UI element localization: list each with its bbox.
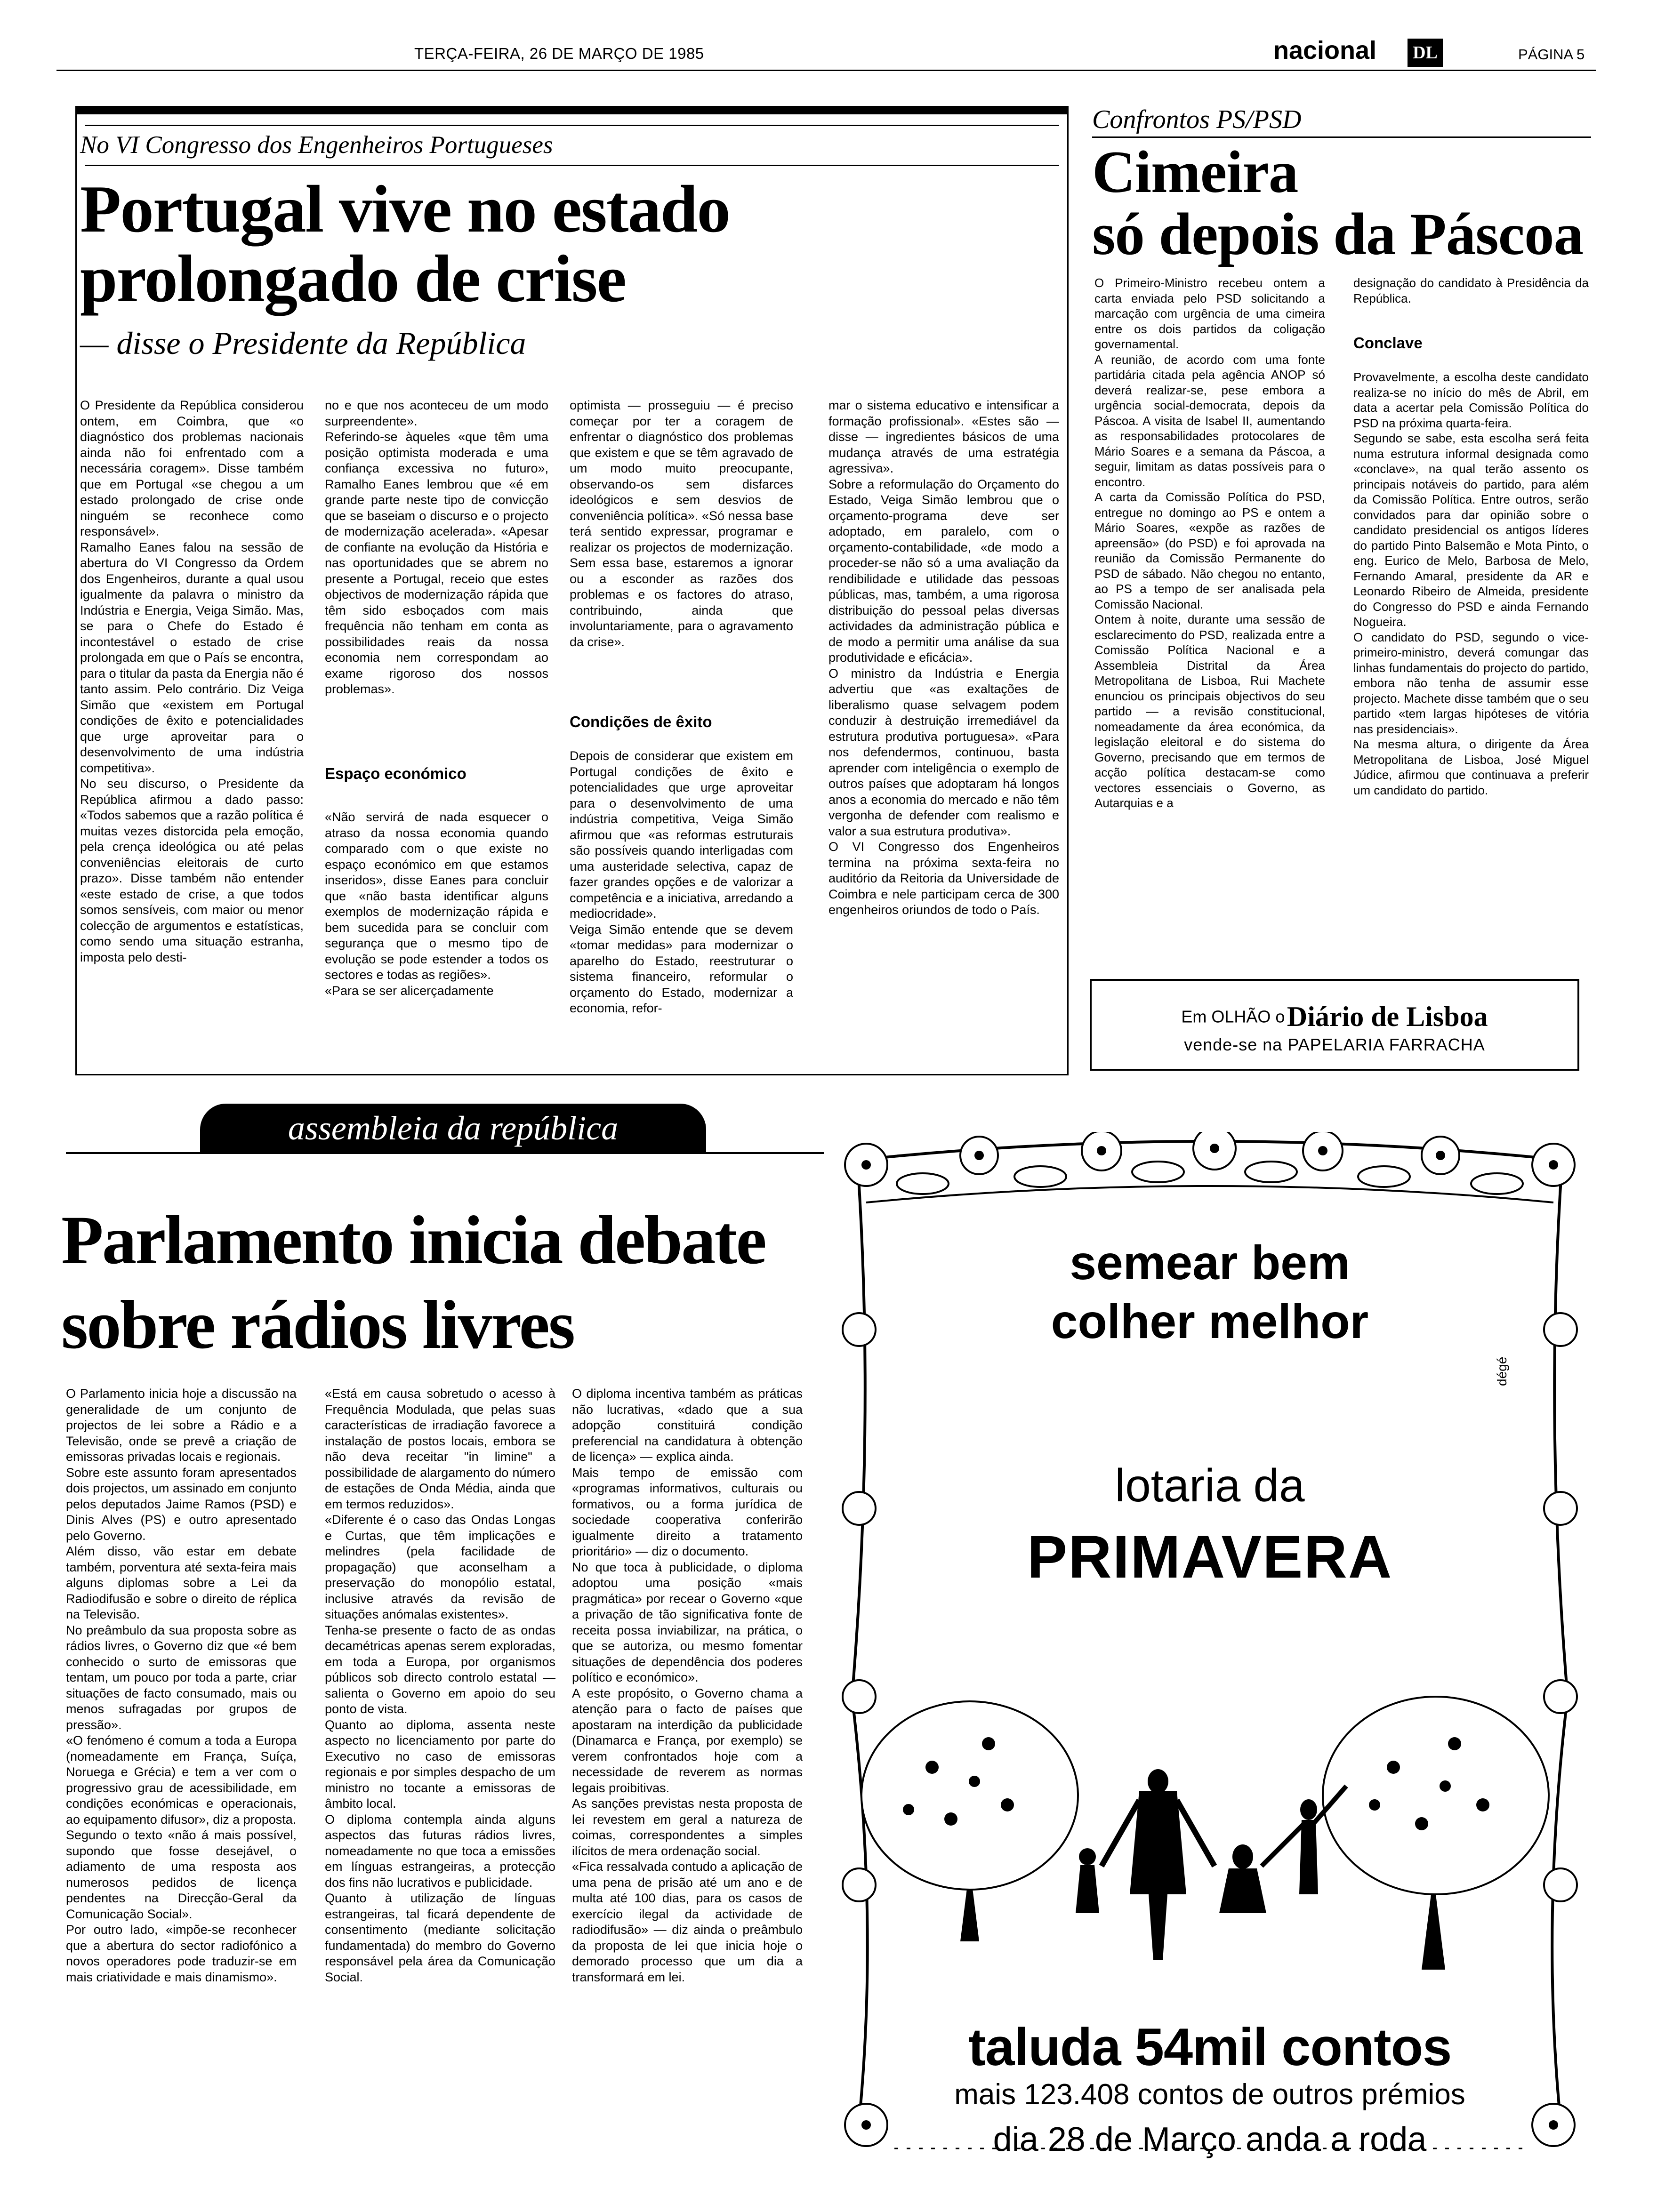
article3-column-3: O diploma incentiva também as práticas não lucrativas, «dado que a sua adopção constituirá condição preferencial na candidatura à obtenção de licença» — explica ainda. Mais tempo de emissão com «programas informativos, culturais ou formativos, ou a forma jurídica de sociedade cooperativa conferirão igualmente direito a tratamento prioritário» — diz o documento. No que toca à publicidade, o diploma adoptou uma posição «mais pragmática» por recear o Governo «que a privação de tão significativa fonte de receita possa inviabilizar, na prática, o que se autoriza, ou mesmo fomentar situações de dependência dos poderes político e económico». A este propósito, o Governo chama a atenção para o facto de países que apostaram na interdição da publicidade (Dinamarca e França, por exemplo) se verem confrontados hoje com a necessidade de reverem as normas legais proibitivas. As sanções previstas nesta proposta de lei revestem em geral a natureza de coimas, correspondentes a simples ilícitos de mera ordenação social. «Fica ressalvada contudo a aplicação de uma pena de prisão até um ano e de multa até 100 dias, para os casos de exercício ilegal da actividade de radiodifusão» — diz ainda o preâmbulo da proposta de lei que inicia hoje o demorado processo que um dia a transformará em lei. [572,1387,803,1984]
article1-thin-rule [85,125,1059,126]
article3-column-2: «Está em causa sobretudo o acesso à Frequência Modulada, que pelas suas características de irradiação favorece a instalação de postos locais, embora se não deva receitar "in limine" a possibilidade de alargamento do número de estações de Onda Média, ainda que em termos reduzidos». «Diferente é o caso das Ondas Longas e Curtas, que têm implicações e melindres (pela facilidade de propagação) que aconselham a preservação do monopólio estatal, inclusive através da revisão de situações anómalas existentes». Tenha-se presente o facto de as ondas decamétricas apenas serem exploradas, em toda a Europa, por organismos públicos sob directo controlo estatal — salienta o Governo em apoio do seu ponto de vista. Quanto ao diploma, assenta neste aspecto no licenciamento por parte do Executivo no caso de emissoras regionais e por simples despacho de um ministro no tocante a emissoras de âmbito local. O diploma contempla ainda alguns aspectos das futuras rádios livres, nomeadamente no que toca a emissões em línguas estrangeiras, a protecção dos fins não lucrativos e publicidade. Quanto à utilização de línguas estrangeiras, tal ficará dependente de consentimento (mediante solicitação fundamentada) do membro do Governo responsável pela área da Comunicação Social. [325,1387,555,1984]
article3-headline-line2: sobre rádios livres [61,1286,574,1363]
newspaper-logo-icon: DL [1408,39,1443,67]
article1-headline-line1: Portugal vive no estado [80,172,730,246]
article3-column-1: O Parlamento inicia hoje a discussão na generalidade de um conjunto de projectos de lei sobre a Rádio e a Televisão, onde se prevê a criação de emissoras privadas locais e regionais. Sobre este assunto foram apresentados dois projectos, um assinado em conjunto pelos deputados Jaime Ramos (PSD) e Dinis Alves (PS) e outro apresentado pelo Governo. Além disso, vão estar em debate também, porventura até sexta-feira mais alguns diplomas sobre a Lei da Radiodifusão e sobre o direito de réplica na Televisão. No preâmbulo da sua proposta sobre as rádios livres, o Governo diz que «é bem conhecido o surto de emissoras que tentam, um pouco por toda a parte, criar situações de facto consumado, mais ou menos sufragadas por grupos de pressão». «O fenómeno é comum a toda a Europa (nomeadamente em França, Suíça, Noruega e Grécia) e tem a ver com o progressivo grau de acessibilidade, em condições económicas e operacionais, ao equipamento difusor», diz a proposta. Segundo o texto «não á mais possível, supondo que fosse desejável, o adiamento de uma resposta aos numerosos pedidos de licença pendentes na Direcção-Geral da Comunicação Social». Por outro lado, «impõe-se reconhecer que a abertura do sector radiofónico a novos operadores pode traduzir-se em mais criatividade e mais dinamismo». [66,1387,297,1984]
page-number: PÁGINA 5 [1518,46,1585,63]
article1-column-3b: Depois de considerar que existem em Portugal condições de êxito e potencialidades que urge aproveitar para o desenvolvimento de uma indústria competitiva, Veiga Simão afirmou que «as reformas estruturais são possíveis quando interligadas com uma austeridade selectiva, capaz de fazer grandes opções e de valorizar a competência e a iniciativa, arredando a mediocridade». Veiga Simão entende que se devem «tomar medidas» para modernizar o aparelho do Estado, reestruturar o sistema financeiro, reformular o orçamento do Estado, modernizar a economia, refor- [570,749,793,1015]
article2-kicker: Confrontos PS/PSD [1092,105,1302,134]
assembleia-banner-text: assembleia da república [288,1109,619,1147]
article1-column-2b: «Não servirá de nada esquecer o atraso da nossa economia quando comparado com o que existe no espaço económico em que estamos inseridos», disse Eanes para concluir que «não basta identificar alguns exemplos de modernização rápida e bem sucedida para se concluir com segurança que o mesmo tipo de evolução se pode estender a todos os sectores e todas as regiões». «Para se ser alicerçadamente [325,810,548,998]
article1-column-4: mar o sistema educativo e intensificar a formação profissional». «Estes são — disse — ingredientes básicos de uma mudança através de uma estratégia agressiva». Sobre a reformulação do Orçamento do Estado, Veiga Simão lembrou que o orçamento-programa deve ser adoptado, em paralelo, com o orçamento-contabilidade, «de modo a proceder-se não só a uma avaliação da rendibilidade e utilidade das pessoas públicas, mas, também, a uma rigorosa distribuição do pessoal pelas diversas actividades da administração pública e de modo a permitir uma análise da sua produtividade e eficácia». O ministro da Indústria e Energia advertiu que «as exaltações de liberalismo quase selvagem podem conduzir à destruição irremediável da estrutura produtiva portuguesa». «Para nos defendermos, continuou, basta aprender com inteligência o exemplo de outros países que adoptaram há longos anos a economia do mercado e não têm vergonha de defender com realismo e valor a sua estrutura produtiva». O VI Congresso dos Engenheiros termina na próxima sexta-feira no auditório da Reitoria da Universidade de Coimbra e nele participam cerca de 300 engenheiros oriundos de todo o País. [828,398,1059,917]
ad-prefix: Em OLHÃO o [1181,1007,1285,1026]
article1-kicker-rule [85,165,1059,166]
article1-subheading-condicoes: Condições de êxito [570,713,712,730]
ad-diario-de-lisboa [1090,979,1579,1071]
ad-title: Diário de Lisboa [1287,1001,1488,1032]
article2-headline [1092,141,1583,265]
article1-kicker: No VI Congresso dos Engenheiros Portugueses [80,131,553,159]
article3-headline [61,1198,765,1367]
lottery-slogan-line2: colher melhor [1051,1295,1369,1348]
header-date: TERÇA-FEIRA, 26 DE MARÇO DE 1985 [414,45,704,62]
lottery-slogan-line1: semear bem [1070,1236,1350,1290]
article2-subheading-conclave: Conclave [1353,334,1423,352]
lottery-draw-date: dia 28 de Março anda a roda [993,2121,1427,2158]
article2-column-2a: designação do candidato à Presidência da República. [1353,276,1589,305]
article1-subheading-espaco: Espaço económico [325,765,467,782]
article1-column-3a: optimista — prosseguiu — é preciso começar por ter a coragem de enfrentar o diagnóstico dos problemas que existem e que se têm agravado de um modo muito preocupante, observando-os sem disfarces ideológicos e sem desvios de conveniência política». «Só nessa base terá sentido expressar, programar e realizar os projectos de modernização. Sem essa base, estaremos a ignorar ou a esconder as razões dos problemas e os factores do atraso, contribuindo, ainda que involuntariamente, para o agravamento da crise». [570,398,793,649]
article3-headline-line1: Parlamento inicia debate [61,1202,765,1278]
article2-column-2b: Provavelmente, a escolha deste candidato realiza-se no início do mês de Abril, em data a acertar pela Comissão Política do PSD na próxima quarta-feira. Segundo se sabe, esta escolha será feita numa estrutura informal designada como «conclave», na qual terão assento os principais notáveis do partido, para além da Comissão Política. Entre outros, serão convidados para dar opinião sobre o candidato presidencial os antigos líderes do partido Pinto Balsemão e Mota Pinto, o eng. Eurico de Melo, Barbosa de Melo, Fernando Amaral, presidente da AR e Leonardo Ribeiro de Almeida, presidente do Congresso do PSD e ainda Fernando Nogueira. O candidato do PSD, segundo o vice-primeiro-ministro, deverá comungar das linhas fundamentais do projecto do partido, embora não tenha de assumir esse projecto. Machete disse também que o seu partido «tem largas hipóteses de vitória nas presidenciais». Na mesma altura, o dirigente da Área Metropolitana de Lisboa, José Miguel Júdice, afirmou que continuava a preferir um candidato do partido. [1353,370,1589,797]
tree-left [861,1701,1078,1941]
section-name: nacional [1273,36,1377,64]
article2-headline-line2: só depois da Páscoa [1092,201,1584,267]
lottery-prize-other: mais 123.408 contos de outros prémios [954,2078,1465,2111]
article1-top-thick-rule [75,106,1069,114]
lottery-title-line2: PRIMAVERA [1027,1523,1393,1591]
lottery-prize-main: taluda 54mil contos [968,2018,1452,2076]
lottery-title-line1: lotaria da [1115,1459,1305,1511]
header-rule [56,70,1596,71]
family-silhouette-icon [1076,1769,1346,1960]
artist-signature: dégé [1495,1356,1509,1386]
article1-headline [80,172,730,316]
tree-right [1323,1697,1549,1970]
article3-banner-rule [66,1152,824,1154]
article1-column-2a: no e que nos aconteceu de um modo surpreendente». Referindo-se àqueles «que têm uma posição optimista moderada e uma confiança excessiva no futuro», Ramalho Eanes lembrou que «é em grande parte neste tipo de convicção que se baseiam o discurso e o projecto de modernização acelerada». «Apesar de confiante na evolução da História e nas oportunidades que se abrem no presente a Portugal, receio que estes objectivos de modernização rápida que têm sido esboçados com mais frequência não tenham em conta as possibilidades reais da nossa economia nem correspondam ao exame rigoroso dos nossos problemas». [325,398,548,696]
ad-subline: vende-se na PAPELARIA FARRACHA [1184,1035,1485,1054]
article1-subhead: — disse o Presidente da República [80,325,526,361]
article1-headline-line2: prolongado de crise [80,241,626,316]
article1-column-1: O Presidente da República considerou ontem, em Coimbra, que «o diagnóstico dos problemas nacionais ainda não foi enfrentado com a necessária coragem». Disse também que em Portugal «se chegou a um estado prolongado de crise onde ninguém se reconhece como responsável». Ramalho Eanes falou na sessão de abertura do VI Congresso da Ordem dos Engenheiros, durante a qual usou igualmente da palavra o ministro da Indústria e Energia, Veiga Simão. Mas, se para o Chefe do Estado é incontestável o estado de crise prolongada em que o País se encontra, para o titular da pasta da Energia não é tanto assim. Pelo contrário. Diz Veiga Simão que «existem em Portugal condições de êxito e potencialidades que urge aproveitar para o desenvolvimento de uma indústria competitiva». No seu discurso, o Presidente da República afirmou a dado passo: «Todos sabemos que a razão política é muitas vezes distorcida pela emoção, pela crença ideológica ou até pelas conveniências eleitorais de curto prazo». Disse também não entender «este estado de crise, a que todos somos sensíveis, com maior ou menor colecção de argumentos e estatísticas, como sendo uma situação estranha, imposta pelo desti- [80,398,304,964]
article2-kicker-rule [1092,136,1591,138]
lottery-ad [838,1132,1582,2158]
article2-headline-line1: Cimeira [1092,139,1298,205]
article2-column-1: O Primeiro-Ministro recebeu ontem a carta enviada pelo PSD solicitando a marcação com urgência de uma cimeira entre os dois partidos da coligação governamental. A reunião, de acordo com uma fonte partidária citada pela agência ANOP só deverá realizar-se, pese embora a urgência social-democrata, depois da Páscoa. A visita de Isabel II, aumentando as responsabilidades protocolares de Mário Soares e a semana da Páscoa, a seguir, limitam as datas possíveis para o encontro. A carta da Comissão Política do PSD, entregue no domingo ao PS e ontem a Mário Soares, «expõe as razões de apreensão» (do PSD) e foi aprovada na reunião da Comissão Permanente do PSD de sábado. Não chegou no entanto, ao PS a tempo de ser analisada pela Comissão Nacional. Ontem à noite, durante uma sessão de esclarecimento do PSD, realizada entre a Comissão Política Nacional e a Assembleia Distrital da Área Metropolitana de Lisboa, Rui Machete enunciou os principais objectivos do seu partido — a revisão constitucional, nomeadamente da área económica, da legislação eleitoral e do sistema do Governo, precisando que em termos de acção política destacam-se como vectores essenciais o Governo, as Autarquias e a [1094,276,1325,810]
